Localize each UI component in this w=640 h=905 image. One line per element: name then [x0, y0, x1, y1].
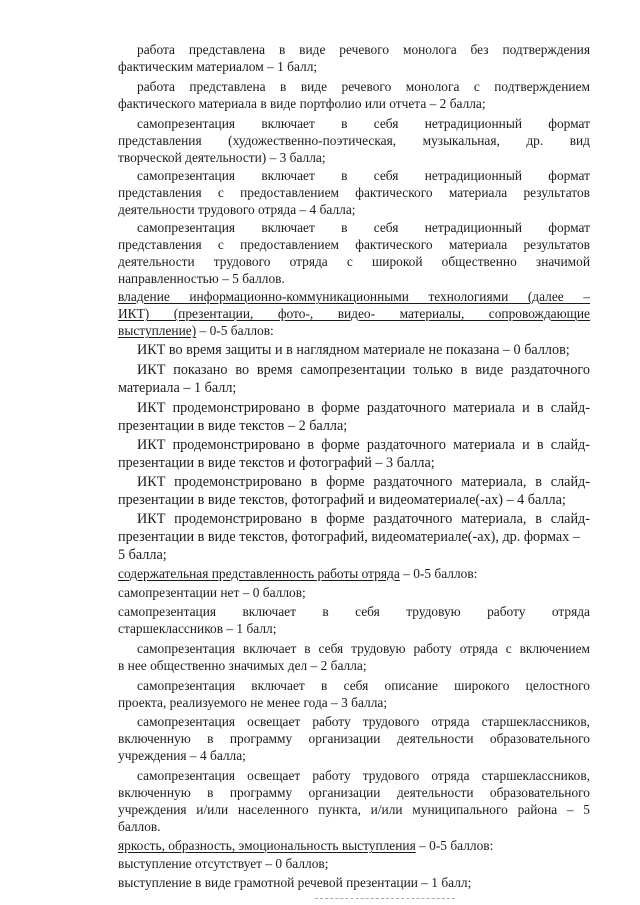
text-line: ИКТ продемонстрировано в форме раздаточного материала, в слайд-	[137, 511, 590, 527]
text-line: владение информационно-коммуникационными технологиями (далее –	[118, 289, 590, 304]
text-line: учреждения и/или населенного пункта, и/или муниципального района – 5	[118, 802, 590, 817]
text-line: фактическим материалом – 1 балл;	[118, 59, 318, 74]
text-line: ИКТ показано во время самопрезентации только в виде раздаточного	[137, 362, 590, 378]
text-line: в нее общественно значимых дел – 2 балла;	[118, 658, 367, 673]
text-line: самопрезентация включает в себя трудовую работу отряда	[118, 604, 590, 619]
text-line: работа представлена в виде речевого монолога без подтверждения	[137, 42, 590, 57]
text-line: самопрезентация включает в себя описание широкого целостного	[137, 678, 590, 693]
text-line: презентации в виде текстов, фотографий и видеоматериале(-ах) – 4 балла;	[118, 492, 566, 508]
text-line: презентации в виде текстов и фотографий – 3 балла;	[118, 455, 435, 471]
text-line: ИКТ продемонстрировано в форме раздаточного материала и в слайд-	[137, 400, 590, 416]
text-line: деятельности трудового отряда с широкой общественно значимой	[118, 254, 590, 269]
text-line: старшеклассников – 1 балл;	[118, 621, 277, 636]
text-line: деятельности трудового отряда – 4 балла;	[118, 202, 356, 217]
text-line: включенную в программу организации деятельности образовательного	[118, 785, 590, 800]
text-line: материала – 1 балл;	[118, 380, 237, 396]
scan-artifact	[315, 898, 455, 900]
text-line: включенную в программу организации деятельности образовательного	[118, 731, 590, 746]
text-line: 5 балла;	[118, 547, 167, 563]
text-line: презентации в виде текстов – 2 балла;	[118, 418, 348, 434]
text-line: ИКТ продемонстрировано в форме раздаточного материала и в слайд-	[137, 437, 590, 453]
text-line: ИКТ) (презентации, фото-, видео- материалы, сопровождающие	[118, 306, 590, 321]
text-line: фактического материала в виде портфолио или отчета – 2 балла;	[118, 96, 486, 111]
text-line: самопрезентация освещает работу трудового отряда старшеклассников,	[137, 714, 590, 729]
text-line: творческой деятельности) – 3 балла;	[118, 150, 326, 165]
text-line: самопрезентация включает в себя нетрадиционный формат	[137, 168, 590, 183]
text-line: самопрезентация освещает работу трудового отряда старшеклассников,	[137, 768, 590, 783]
text-line: содержательная представленность работы отряда – 0-5 баллов:	[118, 566, 478, 581]
text-line: самопрезентации нет – 0 баллов;	[118, 585, 306, 600]
text-line: баллов.	[118, 819, 161, 834]
text-line: ИКТ продемонстрировано в форме раздаточного материала, в слайд-	[137, 474, 590, 490]
text-line: проекта, реализуемого не менее года – 3 балла;	[118, 695, 388, 710]
text-line: выступление) – 0-5 баллов:	[118, 323, 274, 338]
text-line: выступление в виде грамотной речевой презентации – 1 балл;	[118, 875, 472, 890]
text-line: представления (художественно-поэтическая, музыкальная, др. вид	[118, 133, 590, 148]
text-line: яркость, образность, эмоциональность выступления – 0-5 баллов:	[118, 838, 494, 853]
text-line: направленностью – 5 баллов.	[118, 271, 285, 286]
text-line: учреждения – 4 балла;	[118, 748, 246, 763]
text-line: самопрезентация включает в себя нетрадиционный формат	[137, 220, 590, 235]
text-line: самопрезентация включает в себя трудовую работу отряда с включением	[137, 641, 590, 656]
text-line: работа представлена в виде речевого монолога с подтверждением	[137, 79, 590, 94]
text-line: презентации в виде текстов, фотографий, видеоматериале(-ах), др. формах –	[118, 529, 580, 545]
text-line: выступление отсутствует – 0 баллов;	[118, 856, 329, 871]
text-line: представления с предоставлением фактического материала результатов	[118, 185, 590, 200]
text-line: представления с предоставлением фактического материала результатов	[118, 237, 590, 252]
text-line: самопрезентация включает в себя нетрадиционный формат	[137, 116, 590, 131]
text-line: ИКТ во время защиты и в наглядном материале не показана – 0 баллов;	[137, 342, 570, 358]
